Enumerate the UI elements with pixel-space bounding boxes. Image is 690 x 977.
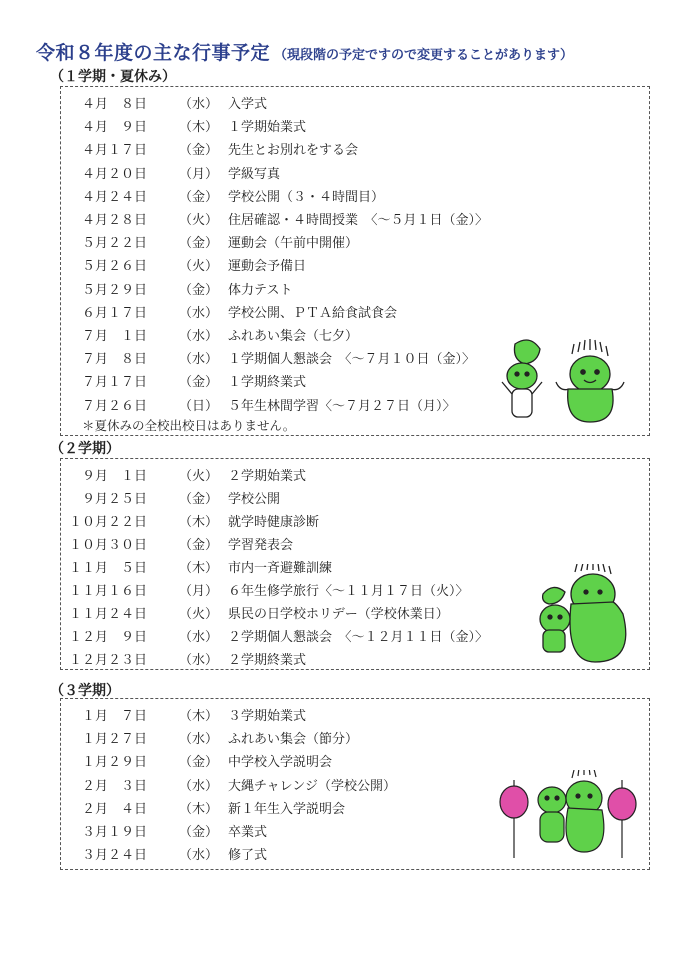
event-date: ３月１９日: [82, 825, 148, 840]
event-weekday: （火）: [179, 607, 219, 622]
event-date: １１月 ５日: [69, 561, 148, 576]
event-date: ５月２９日: [82, 282, 148, 298]
event-date: １１月１６日: [69, 584, 148, 599]
term1-note: ＊夏休みの全校出校日はありません。: [82, 418, 296, 433]
event-name: ２学期個人懇談会 〈～１２月１１日（金）〉: [228, 630, 489, 645]
event-weekday: （水）: [179, 352, 219, 368]
page-title: 令和８年度の主な行事予定: [36, 42, 271, 64]
event-weekday: （月）: [179, 166, 219, 182]
term1-label: （１学期・夏休み）: [50, 69, 176, 85]
event-name: ５年生林間学習〈～７月２７日（月）〉: [228, 398, 456, 414]
event-weekday: （水）: [179, 630, 219, 645]
event-weekday: （木）: [179, 515, 219, 530]
event-name: １学期終業式: [228, 375, 307, 391]
event-name: 新１年生入学説明会: [228, 801, 346, 817]
event-name: 市内一斉避難訓練: [228, 561, 333, 576]
page-title-row: [36, 38, 573, 65]
event-name: ３学期始業式: [228, 709, 307, 724]
event-weekday: （金）: [179, 755, 219, 771]
event-weekday: （金）: [179, 375, 219, 391]
event-name: ふれあい集会（七夕）: [228, 329, 359, 344]
event-weekday: （金）: [179, 825, 219, 840]
event-date: ７月 ８日: [82, 352, 148, 368]
event-name: 運動会予備日: [228, 259, 307, 275]
event-date: １０月２２日: [69, 515, 148, 530]
event-date: １月２９日: [82, 755, 148, 771]
event-weekday: （木）: [179, 561, 219, 576]
event-name: 体力テスト: [228, 282, 293, 298]
event-weekday: （木）: [179, 801, 219, 817]
event-date: １月２７日: [82, 732, 148, 748]
event-date: ４月１７日: [82, 143, 148, 159]
event-name: １学期個人懇談会 〈～７月１０日（金）〉: [228, 352, 476, 368]
event-weekday: （水）: [179, 653, 219, 668]
event-date: １１月２４日: [69, 607, 148, 622]
event-name: 入学式: [228, 97, 268, 112]
event-weekday: （水）: [179, 848, 219, 864]
title-note: （現段階の予定ですので変更することがあります）: [274, 48, 574, 63]
event-date: ９月２５日: [82, 492, 148, 507]
event-weekday: （水）: [179, 97, 219, 112]
event-weekday: （水）: [179, 305, 219, 321]
event-name: 就学時健康診断: [228, 515, 320, 530]
event-date: ６月１７日: [82, 305, 148, 321]
event-date: ３月２４日: [82, 848, 148, 864]
event-name: 先生とお別れをする会: [228, 143, 359, 159]
event-date: ４月２４日: [82, 189, 148, 205]
event-weekday: （金）: [179, 236, 219, 252]
event-weekday: （木）: [179, 120, 219, 136]
mascot-pair-1-illustration: [490, 334, 640, 426]
event-date: １０月３０日: [69, 538, 148, 553]
event-date: ２月 ３日: [82, 778, 148, 794]
mascot-pair-2-illustration: [525, 564, 647, 668]
event-date: １月 ７日: [82, 709, 148, 724]
event-weekday: （火）: [179, 259, 219, 275]
event-weekday: （水）: [179, 329, 219, 344]
term2-label: （２学期）: [50, 441, 120, 457]
event-date: ４月２８日: [82, 213, 148, 228]
event-date: ４月 ８日: [82, 97, 148, 112]
event-name: 学校公開、ＰＴＡ給食試食会: [228, 305, 398, 321]
event-name: 住居確認・４時間授業 〈～５月１日（金）〉: [228, 213, 489, 228]
event-weekday: （金）: [179, 538, 219, 553]
event-name: 中学校入学説明会: [228, 755, 333, 771]
event-name: 学級写真: [228, 166, 281, 182]
event-name: 学習発表会: [228, 538, 294, 553]
event-weekday: （水）: [179, 778, 219, 794]
event-date: ７月 １日: [82, 329, 148, 344]
event-name: 大縄チャレンジ（学校公開）: [228, 778, 396, 794]
event-date: ２月 ４日: [82, 801, 148, 817]
event-name: ２学期終業式: [228, 653, 307, 668]
event-weekday: （水）: [179, 732, 219, 748]
event-date: ４月 ９日: [82, 120, 148, 136]
event-weekday: （木）: [179, 709, 219, 724]
event-name: 学校公開: [228, 492, 281, 507]
event-name: 県民の日学校ホリデー（学校休業日）: [228, 607, 449, 622]
event-name: 学校公開（３・４時間目）: [228, 189, 385, 205]
event-date: ５月２２日: [82, 236, 148, 252]
event-name: 卒業式: [228, 825, 268, 840]
event-weekday: （金）: [179, 492, 219, 507]
event-weekday: （金）: [179, 282, 219, 298]
event-name: １学期始業式: [228, 120, 307, 136]
event-name: 修了式: [228, 848, 268, 864]
event-weekday: （月）: [179, 584, 219, 599]
event-date: ９月 １日: [82, 469, 148, 484]
event-date: ５月２６日: [82, 259, 148, 275]
event-name: ６年生修学旅行〈～１１月１７日（火）〉: [228, 584, 469, 599]
event-name: ふれあい集会（節分）: [228, 732, 359, 748]
event-weekday: （金）: [179, 143, 219, 159]
event-weekday: （日）: [179, 398, 219, 414]
mascot-lanterns-illustration: [494, 770, 644, 858]
event-weekday: （火）: [179, 213, 219, 228]
event-name: 運動会（午前中開催）: [228, 236, 359, 252]
term3-label: （３学期）: [50, 683, 120, 699]
event-date: １２月２３日: [69, 653, 148, 668]
event-name: ２学期始業式: [228, 469, 307, 484]
event-date: ７月１７日: [82, 375, 148, 391]
event-date: ７月２６日: [82, 398, 148, 414]
event-date: １２月 ９日: [69, 630, 148, 645]
event-weekday: （火）: [179, 469, 219, 484]
event-weekday: （金）: [179, 189, 219, 205]
event-date: ４月２０日: [82, 166, 148, 182]
